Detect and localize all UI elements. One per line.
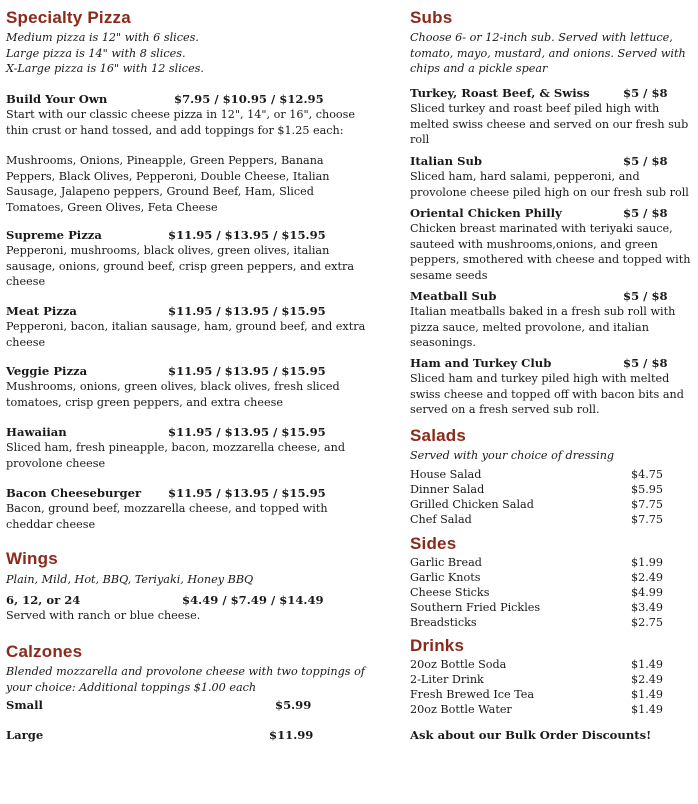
- item-price-build-your-own: $7.95 / $10.95 / $12.95: [174, 92, 324, 106]
- item-desc-hawaiian: Sliced ham, fresh pineapple, bacon, mozzarella cheese, and provolone cheese: [6, 441, 346, 470]
- item-desc-meatball-sub: Italian meatballs baked in a fresh sub roll with pizza sauce, melted provolone, and italian seasonings.: [410, 305, 676, 349]
- section-title-sides: Sides: [410, 534, 457, 553]
- salad-price: $7.75: [631, 498, 664, 511]
- item-name-ham-and-turkey-club: Ham and Turkey Club: [410, 356, 552, 370]
- item-price-ham-and-turkey-club: $5 / $8: [623, 356, 668, 370]
- side-price: $2.75: [631, 616, 664, 629]
- calzones-desc: Blended mozzarella and provolone cheese with two toppings of your choice: Additional toppings $1.00 each: [6, 665, 365, 694]
- side-name: Cheese Sticks: [410, 586, 490, 599]
- item-desc-supreme-pizza: Pepperoni, mushrooms, black olives, green olives, italian sausage, onions, ground beef, crisp green peppers, and extra cheese: [6, 244, 354, 288]
- item-desc-wings: Served with ranch or blue cheese.: [6, 609, 201, 622]
- size-note-xlarge: X-Large pizza is 16" with 12 slices.: [6, 62, 204, 75]
- salad-name: Chef Salad: [410, 513, 472, 526]
- section-title-subs: Subs: [410, 8, 453, 27]
- item-desc-turkey-roast-beef-swiss: Sliced turkey and roast beef piled high with melted swiss cheese and served on our fresh sub roll: [410, 102, 689, 146]
- item-name-build-your-own: Build Your Own: [6, 92, 108, 106]
- item-name-hawaiian: Hawaiian: [6, 425, 67, 439]
- item-price-oriental-chicken-philly: $5 / $8: [623, 206, 668, 220]
- item-name-oriental-chicken-philly: Oriental Chicken Philly: [410, 206, 562, 220]
- item-price-meatball-sub: $5 / $8: [623, 289, 668, 303]
- salad-name: Grilled Chicken Salad: [410, 498, 534, 511]
- drink-price: $1.49: [631, 703, 664, 716]
- item-price-calzone-large: $11.99: [269, 728, 314, 742]
- item-desc-italian-sub: Sliced ham, hard salami, pepperoni, and provolone cheese piled high on our fresh sub roll: [410, 170, 689, 199]
- item-desc-veggie-pizza: Mushrooms, onions, green olives, black olives, fresh sliced tomatoes, crisp green peppers, and extra cheese: [6, 380, 340, 409]
- drink-name: 20oz Bottle Soda: [410, 658, 507, 671]
- section-title-wings: Wings: [6, 549, 58, 568]
- bulk-order-note: Ask about our Bulk Order Discounts!: [410, 728, 652, 742]
- side-price: $2.49: [631, 571, 664, 584]
- item-desc-ham-and-turkey-club: Sliced ham and turkey piled high with melted swiss cheese and topped off with bacon bits and served on a fresh served sub roll.: [410, 372, 684, 416]
- section-title-calzones: Calzones: [6, 642, 83, 661]
- item-desc-meat-pizza: Pepperoni, bacon, italian sausage, ham, ground beef, and extra cheese: [6, 320, 366, 349]
- side-price: $1.99: [631, 556, 664, 569]
- item-name-supreme-pizza: Supreme Pizza: [6, 228, 102, 242]
- item-desc-oriental-chicken-philly: Chicken breast marinated with teriyaki sauce, sauteed with mushrooms,onions, and green peppers, smothered with cheese and topped with sesame seeds: [410, 222, 691, 282]
- item-price-supreme-pizza: $11.95 / $13.95 / $15.95: [168, 228, 326, 242]
- section-title-specialty-pizza: Specialty Pizza: [6, 8, 131, 27]
- item-price-bacon-cheeseburger: $11.95 / $13.95 / $15.95: [168, 486, 326, 500]
- salad-price: $7.75: [631, 513, 664, 526]
- item-desc-build-your-own: Start with our classic cheese pizza in 12", 14", or 16", choose thin crust or hand tossed, and add toppings for $1.25 each:: [6, 108, 356, 137]
- item-price-meat-pizza: $11.95 / $13.95 / $15.95: [168, 304, 326, 318]
- drink-price: $1.49: [631, 658, 664, 671]
- item-price-hawaiian: $11.95 / $13.95 / $15.95: [168, 425, 326, 439]
- side-price: $4.99: [631, 586, 664, 599]
- side-name: Southern Fried Pickles: [410, 601, 541, 614]
- wings-flavors: Plain, Mild, Hot, BBQ, Teriyaki, Honey BBQ: [6, 573, 254, 586]
- drink-name: 20oz Bottle Water: [410, 703, 512, 716]
- side-name: Garlic Knots: [410, 571, 481, 584]
- item-name-calzone-small: Small: [6, 698, 43, 712]
- item-price-calzone-small: $5.99: [275, 698, 312, 712]
- size-note-medium: Medium pizza is 12" with 6 slices.: [6, 31, 199, 44]
- side-price: $3.49: [631, 601, 664, 614]
- item-price-turkey-roast-beef-swiss: $5 / $8: [623, 86, 668, 100]
- section-title-salads: Salads: [410, 426, 467, 445]
- item-name-wings: 6, 12, or 24: [6, 593, 81, 607]
- item-name-meatball-sub: Meatball Sub: [410, 289, 497, 303]
- salad-name: Dinner Salad: [410, 483, 485, 496]
- item-name-turkey-roast-beef-swiss: Turkey, Roast Beef, & Swiss: [410, 86, 590, 100]
- drink-name: Fresh Brewed Ice Tea: [410, 688, 535, 701]
- side-name: Breadsticks: [410, 616, 477, 629]
- salads-note: Served with your choice of dressing: [410, 449, 615, 462]
- drink-name: 2-Liter Drink: [410, 673, 484, 686]
- item-name-bacon-cheeseburger: Bacon Cheeseburger: [6, 486, 142, 500]
- item-price-veggie-pizza: $11.95 / $13.95 / $15.95: [168, 364, 326, 378]
- section-title-drinks: Drinks: [410, 636, 465, 655]
- toppings-list: Mushrooms, Onions, Pineapple, Green Peppers, Banana Peppers, Black Olives, Pepperoni, Double Cheese, Italian Sausage, Jalapeno peppers, Ground Beef, Ham, Sliced Tomatoes, Green Olives, Feta Cheese: [6, 154, 330, 214]
- item-name-italian-sub: Italian Sub: [410, 154, 482, 168]
- item-price-wings: $4.49 / $7.49 / $14.49: [182, 593, 324, 607]
- salad-name: House Salad: [410, 468, 482, 481]
- subs-intro: Choose 6- or 12-inch sub. Served with lettuce, tomato, mayo, mustard, and onions. Served with chips and a pickle spear: [410, 31, 686, 75]
- salad-price: $4.75: [631, 468, 664, 481]
- size-note-large: Large pizza is 14" with 8 slices.: [6, 46, 186, 60]
- item-price-italian-sub: $5 / $8: [623, 154, 668, 168]
- item-name-veggie-pizza: Veggie Pizza: [6, 364, 88, 378]
- side-name: Garlic Bread: [410, 556, 482, 569]
- item-desc-bacon-cheeseburger: Bacon, ground beef, mozzarella cheese, and topped with cheddar cheese: [6, 502, 328, 531]
- item-name-calzone-large: Large: [6, 728, 44, 742]
- drink-price: $1.49: [631, 688, 664, 701]
- salad-price: $5.95: [631, 483, 664, 496]
- item-name-meat-pizza: Meat Pizza: [6, 304, 77, 318]
- drink-price: $2.49: [631, 673, 664, 686]
